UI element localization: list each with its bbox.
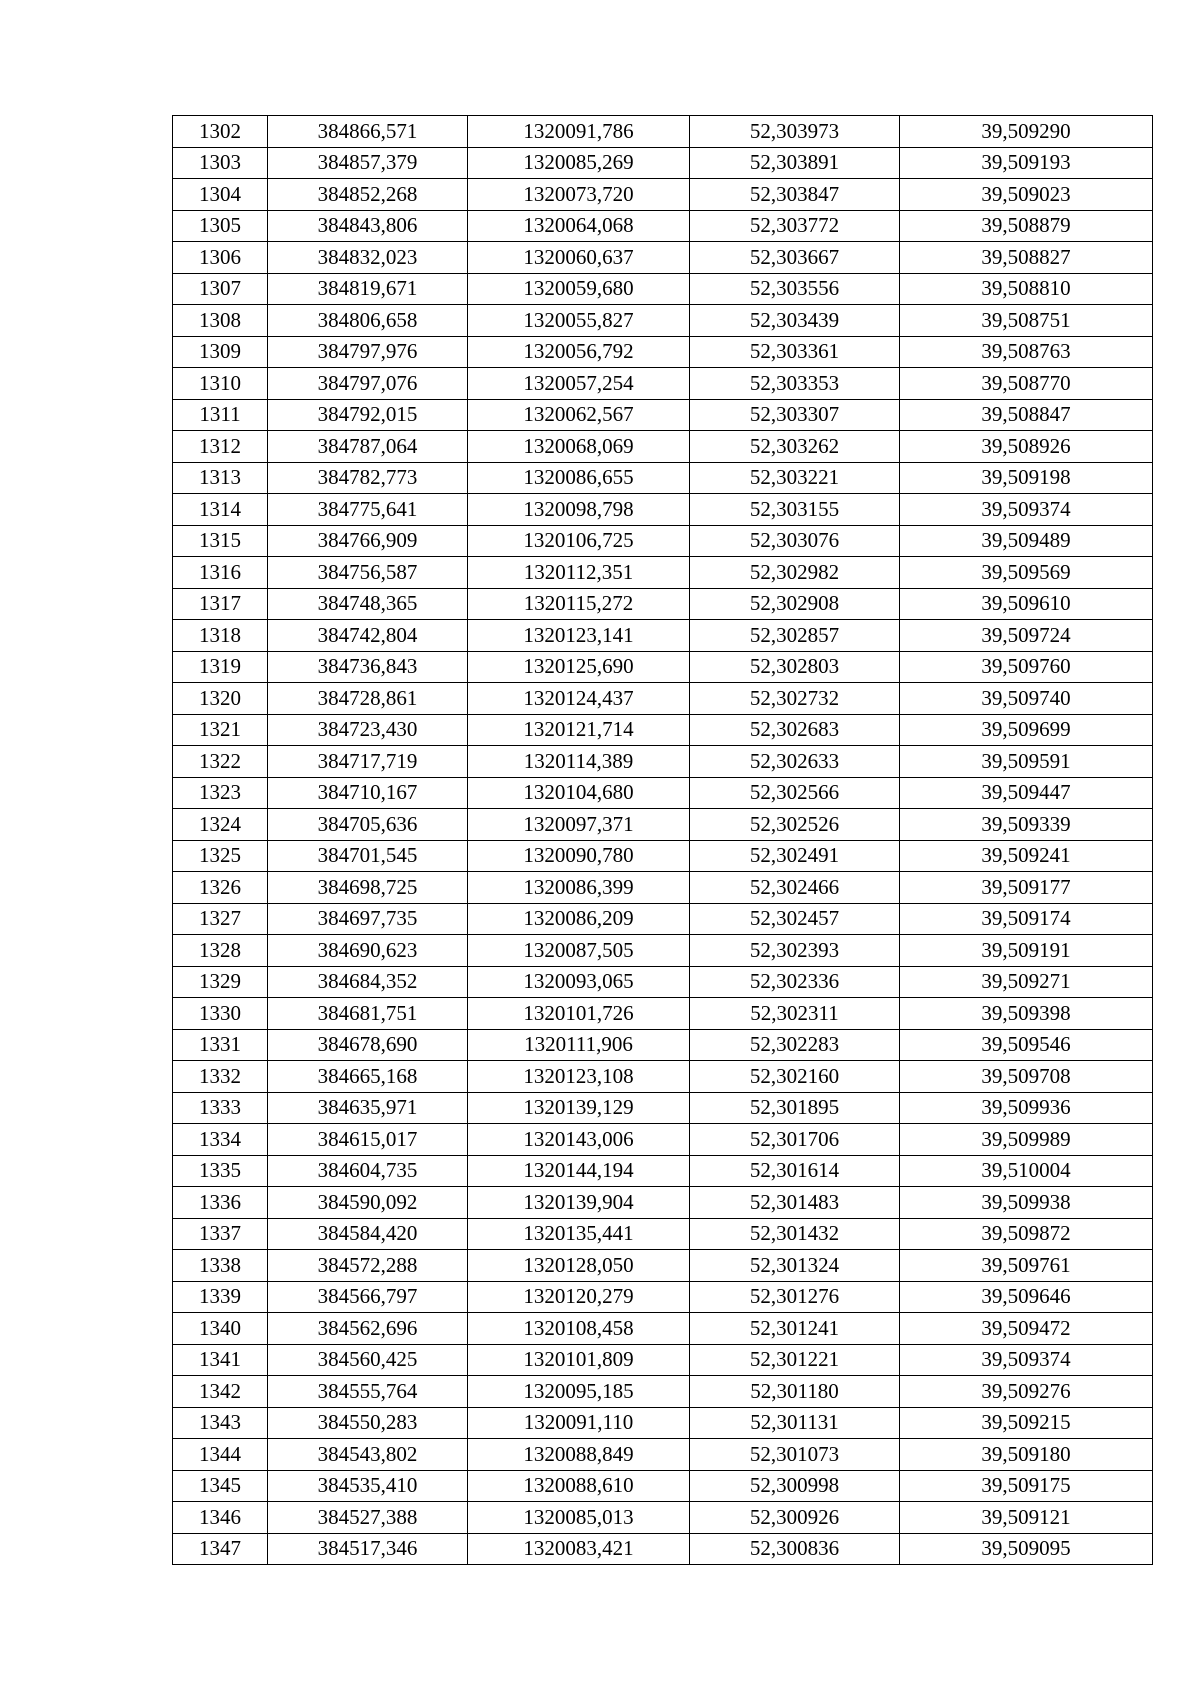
x-coordinate-cell: 384792,015 (268, 399, 468, 431)
y-coordinate-cell: 1320123,141 (468, 620, 690, 652)
table-row (173, 494, 1153, 526)
point-number-cell: 1327 (173, 903, 268, 935)
point-number-cell: 1324 (173, 809, 268, 841)
latitude-cell: 52,303556 (690, 273, 900, 305)
longitude-cell: 39,509546 (900, 1029, 1153, 1061)
longitude-cell: 39,508770 (900, 368, 1153, 400)
x-coordinate-cell: 384857,379 (268, 147, 468, 179)
longitude-cell: 39,509708 (900, 1061, 1153, 1093)
table-row (173, 305, 1153, 337)
table-row (173, 1407, 1153, 1439)
point-number-cell: 1314 (173, 494, 268, 526)
latitude-cell: 52,301614 (690, 1155, 900, 1187)
y-coordinate-cell: 1320095,185 (468, 1376, 690, 1408)
point-number-cell: 1307 (173, 273, 268, 305)
point-number-cell: 1310 (173, 368, 268, 400)
table-row (173, 998, 1153, 1030)
longitude-cell: 39,509174 (900, 903, 1153, 935)
y-coordinate-cell: 1320088,849 (468, 1439, 690, 1471)
y-coordinate-cell: 1320056,792 (468, 336, 690, 368)
latitude-cell: 52,301241 (690, 1313, 900, 1345)
table-row (173, 588, 1153, 620)
table-row (173, 777, 1153, 809)
point-number-cell: 1315 (173, 525, 268, 557)
longitude-cell: 39,509472 (900, 1313, 1153, 1345)
x-coordinate-cell: 384705,636 (268, 809, 468, 841)
latitude-cell: 52,302457 (690, 903, 900, 935)
point-number-cell: 1339 (173, 1281, 268, 1313)
longitude-cell: 39,509215 (900, 1407, 1153, 1439)
latitude-cell: 52,302393 (690, 935, 900, 967)
table-row (173, 620, 1153, 652)
x-coordinate-cell: 384806,658 (268, 305, 468, 337)
point-number-cell: 1311 (173, 399, 268, 431)
latitude-cell: 52,303772 (690, 210, 900, 242)
table-row (173, 714, 1153, 746)
table-row (173, 966, 1153, 998)
longitude-cell: 39,509191 (900, 935, 1153, 967)
x-coordinate-cell: 384572,288 (268, 1250, 468, 1282)
point-number-cell: 1312 (173, 431, 268, 463)
longitude-cell: 39,509699 (900, 714, 1153, 746)
y-coordinate-cell: 1320135,441 (468, 1218, 690, 1250)
latitude-cell: 52,300926 (690, 1502, 900, 1534)
point-number-cell: 1334 (173, 1124, 268, 1156)
longitude-cell: 39,509121 (900, 1502, 1153, 1534)
table-row (173, 1187, 1153, 1219)
longitude-cell: 39,509398 (900, 998, 1153, 1030)
table-row (173, 1218, 1153, 1250)
longitude-cell: 39,509374 (900, 494, 1153, 526)
latitude-cell: 52,301706 (690, 1124, 900, 1156)
table-row (173, 1313, 1153, 1345)
x-coordinate-cell: 384584,420 (268, 1218, 468, 1250)
x-coordinate-cell: 384604,735 (268, 1155, 468, 1187)
x-coordinate-cell: 384852,268 (268, 179, 468, 211)
y-coordinate-cell: 1320144,194 (468, 1155, 690, 1187)
table-row (173, 1470, 1153, 1502)
x-coordinate-cell: 384698,725 (268, 872, 468, 904)
latitude-cell: 52,303361 (690, 336, 900, 368)
table-row (173, 1344, 1153, 1376)
x-coordinate-cell: 384701,545 (268, 840, 468, 872)
latitude-cell: 52,303847 (690, 179, 900, 211)
y-coordinate-cell: 1320124,437 (468, 683, 690, 715)
longitude-cell: 39,508763 (900, 336, 1153, 368)
latitude-cell: 52,303262 (690, 431, 900, 463)
y-coordinate-cell: 1320101,809 (468, 1344, 690, 1376)
latitude-cell: 52,302982 (690, 557, 900, 589)
x-coordinate-cell: 384723,430 (268, 714, 468, 746)
latitude-cell: 52,303307 (690, 399, 900, 431)
x-coordinate-cell: 384615,017 (268, 1124, 468, 1156)
y-coordinate-cell: 1320120,279 (468, 1281, 690, 1313)
point-number-cell: 1316 (173, 557, 268, 589)
table-row (173, 683, 1153, 715)
table-row (173, 525, 1153, 557)
table-row (173, 273, 1153, 305)
latitude-cell: 52,302311 (690, 998, 900, 1030)
table-row (173, 399, 1153, 431)
longitude-cell: 39,509175 (900, 1470, 1153, 1502)
table-row (173, 179, 1153, 211)
x-coordinate-cell: 384866,571 (268, 116, 468, 148)
point-number-cell: 1306 (173, 242, 268, 274)
longitude-cell: 39,509610 (900, 588, 1153, 620)
latitude-cell: 52,300836 (690, 1533, 900, 1565)
table-row (173, 809, 1153, 841)
point-number-cell: 1336 (173, 1187, 268, 1219)
y-coordinate-cell: 1320114,389 (468, 746, 690, 778)
table-row (173, 1502, 1153, 1534)
latitude-cell: 52,303667 (690, 242, 900, 274)
point-number-cell: 1323 (173, 777, 268, 809)
point-number-cell: 1326 (173, 872, 268, 904)
table-row (173, 557, 1153, 589)
point-number-cell: 1343 (173, 1407, 268, 1439)
y-coordinate-cell: 1320091,786 (468, 116, 690, 148)
y-coordinate-cell: 1320086,209 (468, 903, 690, 935)
longitude-cell: 39,509724 (900, 620, 1153, 652)
x-coordinate-cell: 384535,410 (268, 1470, 468, 1502)
latitude-cell: 52,301895 (690, 1092, 900, 1124)
latitude-cell: 52,302566 (690, 777, 900, 809)
x-coordinate-cell: 384832,023 (268, 242, 468, 274)
x-coordinate-cell: 384717,719 (268, 746, 468, 778)
table-row (173, 462, 1153, 494)
latitude-cell: 52,302526 (690, 809, 900, 841)
latitude-cell: 52,302683 (690, 714, 900, 746)
x-coordinate-cell: 384843,806 (268, 210, 468, 242)
y-coordinate-cell: 1320111,906 (468, 1029, 690, 1061)
x-coordinate-cell: 384665,168 (268, 1061, 468, 1093)
y-coordinate-cell: 1320123,108 (468, 1061, 690, 1093)
table-row (173, 1281, 1153, 1313)
point-number-cell: 1303 (173, 147, 268, 179)
latitude-cell: 52,302491 (690, 840, 900, 872)
latitude-cell: 52,300998 (690, 1470, 900, 1502)
y-coordinate-cell: 1320097,371 (468, 809, 690, 841)
point-number-cell: 1321 (173, 714, 268, 746)
longitude-cell: 39,509177 (900, 872, 1153, 904)
latitude-cell: 52,301221 (690, 1344, 900, 1376)
x-coordinate-cell: 384562,696 (268, 1313, 468, 1345)
longitude-cell: 39,509276 (900, 1376, 1153, 1408)
longitude-cell: 39,509290 (900, 116, 1153, 148)
table-row (173, 147, 1153, 179)
y-coordinate-cell: 1320068,069 (468, 431, 690, 463)
coordinates-table-body (173, 116, 1153, 1565)
point-number-cell: 1346 (173, 1502, 268, 1534)
table-row (173, 1061, 1153, 1093)
table-row (173, 1155, 1153, 1187)
y-coordinate-cell: 1320128,050 (468, 1250, 690, 1282)
longitude-cell: 39,510004 (900, 1155, 1153, 1187)
x-coordinate-cell: 384742,804 (268, 620, 468, 652)
y-coordinate-cell: 1320086,655 (468, 462, 690, 494)
y-coordinate-cell: 1320062,567 (468, 399, 690, 431)
x-coordinate-cell: 384819,671 (268, 273, 468, 305)
point-number-cell: 1341 (173, 1344, 268, 1376)
table-row (173, 903, 1153, 935)
y-coordinate-cell: 1320064,068 (468, 210, 690, 242)
longitude-cell: 39,509591 (900, 746, 1153, 778)
latitude-cell: 52,302633 (690, 746, 900, 778)
point-number-cell: 1338 (173, 1250, 268, 1282)
longitude-cell: 39,508926 (900, 431, 1153, 463)
y-coordinate-cell: 1320115,272 (468, 588, 690, 620)
point-number-cell: 1331 (173, 1029, 268, 1061)
longitude-cell: 39,509569 (900, 557, 1153, 589)
table-row (173, 1439, 1153, 1471)
latitude-cell: 52,301131 (690, 1407, 900, 1439)
point-number-cell: 1340 (173, 1313, 268, 1345)
table-row (173, 935, 1153, 967)
table-row (173, 1250, 1153, 1282)
point-number-cell: 1344 (173, 1439, 268, 1471)
table-row (173, 431, 1153, 463)
point-number-cell: 1304 (173, 179, 268, 211)
point-number-cell: 1319 (173, 651, 268, 683)
longitude-cell: 39,509271 (900, 966, 1153, 998)
longitude-cell: 39,509374 (900, 1344, 1153, 1376)
latitude-cell: 52,302857 (690, 620, 900, 652)
point-number-cell: 1305 (173, 210, 268, 242)
y-coordinate-cell: 1320055,827 (468, 305, 690, 337)
point-number-cell: 1329 (173, 966, 268, 998)
x-coordinate-cell: 384710,167 (268, 777, 468, 809)
longitude-cell: 39,509646 (900, 1281, 1153, 1313)
longitude-cell: 39,509989 (900, 1124, 1153, 1156)
table-row (173, 210, 1153, 242)
point-number-cell: 1335 (173, 1155, 268, 1187)
y-coordinate-cell: 1320143,006 (468, 1124, 690, 1156)
y-coordinate-cell: 1320087,505 (468, 935, 690, 967)
point-number-cell: 1342 (173, 1376, 268, 1408)
x-coordinate-cell: 384543,802 (268, 1439, 468, 1471)
point-number-cell: 1325 (173, 840, 268, 872)
table-row (173, 368, 1153, 400)
point-number-cell: 1322 (173, 746, 268, 778)
longitude-cell: 39,509447 (900, 777, 1153, 809)
point-number-cell: 1333 (173, 1092, 268, 1124)
longitude-cell: 39,509241 (900, 840, 1153, 872)
x-coordinate-cell: 384697,735 (268, 903, 468, 935)
x-coordinate-cell: 384787,064 (268, 431, 468, 463)
latitude-cell: 52,302732 (690, 683, 900, 715)
longitude-cell: 39,508751 (900, 305, 1153, 337)
longitude-cell: 39,509193 (900, 147, 1153, 179)
longitude-cell: 39,509872 (900, 1218, 1153, 1250)
point-number-cell: 1332 (173, 1061, 268, 1093)
x-coordinate-cell: 384555,764 (268, 1376, 468, 1408)
x-coordinate-cell: 384775,641 (268, 494, 468, 526)
latitude-cell: 52,302160 (690, 1061, 900, 1093)
longitude-cell: 39,509339 (900, 809, 1153, 841)
latitude-cell: 52,302336 (690, 966, 900, 998)
latitude-cell: 52,301483 (690, 1187, 900, 1219)
point-number-cell: 1302 (173, 116, 268, 148)
longitude-cell: 39,508879 (900, 210, 1153, 242)
y-coordinate-cell: 1320073,720 (468, 179, 690, 211)
y-coordinate-cell: 1320085,269 (468, 147, 690, 179)
longitude-cell: 39,509936 (900, 1092, 1153, 1124)
latitude-cell: 52,302466 (690, 872, 900, 904)
point-number-cell: 1320 (173, 683, 268, 715)
table-row (173, 1533, 1153, 1565)
longitude-cell: 39,509180 (900, 1439, 1153, 1471)
y-coordinate-cell: 1320106,725 (468, 525, 690, 557)
longitude-cell: 39,509095 (900, 1533, 1153, 1565)
x-coordinate-cell: 384782,773 (268, 462, 468, 494)
latitude-cell: 52,303891 (690, 147, 900, 179)
x-coordinate-cell: 384560,425 (268, 1344, 468, 1376)
point-number-cell: 1308 (173, 305, 268, 337)
longitude-cell: 39,509761 (900, 1250, 1153, 1282)
table-row (173, 651, 1153, 683)
point-number-cell: 1313 (173, 462, 268, 494)
table-row (173, 116, 1153, 148)
latitude-cell: 52,301180 (690, 1376, 900, 1408)
y-coordinate-cell: 1320057,254 (468, 368, 690, 400)
x-coordinate-cell: 384550,283 (268, 1407, 468, 1439)
table-row (173, 1029, 1153, 1061)
x-coordinate-cell: 384517,346 (268, 1533, 468, 1565)
latitude-cell: 52,303221 (690, 462, 900, 494)
latitude-cell: 52,303973 (690, 116, 900, 148)
point-number-cell: 1328 (173, 935, 268, 967)
longitude-cell: 39,509938 (900, 1187, 1153, 1219)
point-number-cell: 1318 (173, 620, 268, 652)
y-coordinate-cell: 1320060,637 (468, 242, 690, 274)
point-number-cell: 1337 (173, 1218, 268, 1250)
latitude-cell: 52,302803 (690, 651, 900, 683)
point-number-cell: 1347 (173, 1533, 268, 1565)
y-coordinate-cell: 1320086,399 (468, 872, 690, 904)
y-coordinate-cell: 1320083,421 (468, 1533, 690, 1565)
table-row (173, 242, 1153, 274)
longitude-cell: 39,509489 (900, 525, 1153, 557)
table-row (173, 336, 1153, 368)
x-coordinate-cell: 384527,388 (268, 1502, 468, 1534)
latitude-cell: 52,301276 (690, 1281, 900, 1313)
latitude-cell: 52,302908 (690, 588, 900, 620)
x-coordinate-cell: 384684,352 (268, 966, 468, 998)
x-coordinate-cell: 384736,843 (268, 651, 468, 683)
latitude-cell: 52,303439 (690, 305, 900, 337)
table-row (173, 1124, 1153, 1156)
y-coordinate-cell: 1320139,904 (468, 1187, 690, 1219)
x-coordinate-cell: 384690,623 (268, 935, 468, 967)
latitude-cell: 52,303076 (690, 525, 900, 557)
latitude-cell: 52,301432 (690, 1218, 900, 1250)
table-row (173, 840, 1153, 872)
y-coordinate-cell: 1320059,680 (468, 273, 690, 305)
y-coordinate-cell: 1320101,726 (468, 998, 690, 1030)
y-coordinate-cell: 1320104,680 (468, 777, 690, 809)
y-coordinate-cell: 1320090,780 (468, 840, 690, 872)
latitude-cell: 52,301324 (690, 1250, 900, 1282)
longitude-cell: 39,508827 (900, 242, 1153, 274)
longitude-cell: 39,509023 (900, 179, 1153, 211)
longitude-cell: 39,508810 (900, 273, 1153, 305)
point-number-cell: 1345 (173, 1470, 268, 1502)
coordinates-table (172, 115, 1153, 1565)
x-coordinate-cell: 384748,365 (268, 588, 468, 620)
point-number-cell: 1309 (173, 336, 268, 368)
y-coordinate-cell: 1320139,129 (468, 1092, 690, 1124)
x-coordinate-cell: 384681,751 (268, 998, 468, 1030)
x-coordinate-cell: 384797,076 (268, 368, 468, 400)
point-number-cell: 1317 (173, 588, 268, 620)
longitude-cell: 39,509760 (900, 651, 1153, 683)
x-coordinate-cell: 384797,976 (268, 336, 468, 368)
x-coordinate-cell: 384635,971 (268, 1092, 468, 1124)
y-coordinate-cell: 1320093,065 (468, 966, 690, 998)
y-coordinate-cell: 1320088,610 (468, 1470, 690, 1502)
longitude-cell: 39,509740 (900, 683, 1153, 715)
table-row (173, 1376, 1153, 1408)
x-coordinate-cell: 384728,861 (268, 683, 468, 715)
latitude-cell: 52,303155 (690, 494, 900, 526)
y-coordinate-cell: 1320108,458 (468, 1313, 690, 1345)
table-row (173, 1092, 1153, 1124)
y-coordinate-cell: 1320112,351 (468, 557, 690, 589)
latitude-cell: 52,301073 (690, 1439, 900, 1471)
longitude-cell: 39,508847 (900, 399, 1153, 431)
y-coordinate-cell: 1320085,013 (468, 1502, 690, 1534)
point-number-cell: 1330 (173, 998, 268, 1030)
x-coordinate-cell: 384590,092 (268, 1187, 468, 1219)
y-coordinate-cell: 1320121,714 (468, 714, 690, 746)
table-row (173, 746, 1153, 778)
y-coordinate-cell: 1320091,110 (468, 1407, 690, 1439)
latitude-cell: 52,302283 (690, 1029, 900, 1061)
x-coordinate-cell: 384766,909 (268, 525, 468, 557)
table-row (173, 872, 1153, 904)
x-coordinate-cell: 384678,690 (268, 1029, 468, 1061)
longitude-cell: 39,509198 (900, 462, 1153, 494)
y-coordinate-cell: 1320125,690 (468, 651, 690, 683)
y-coordinate-cell: 1320098,798 (468, 494, 690, 526)
x-coordinate-cell: 384566,797 (268, 1281, 468, 1313)
latitude-cell: 52,303353 (690, 368, 900, 400)
x-coordinate-cell: 384756,587 (268, 557, 468, 589)
